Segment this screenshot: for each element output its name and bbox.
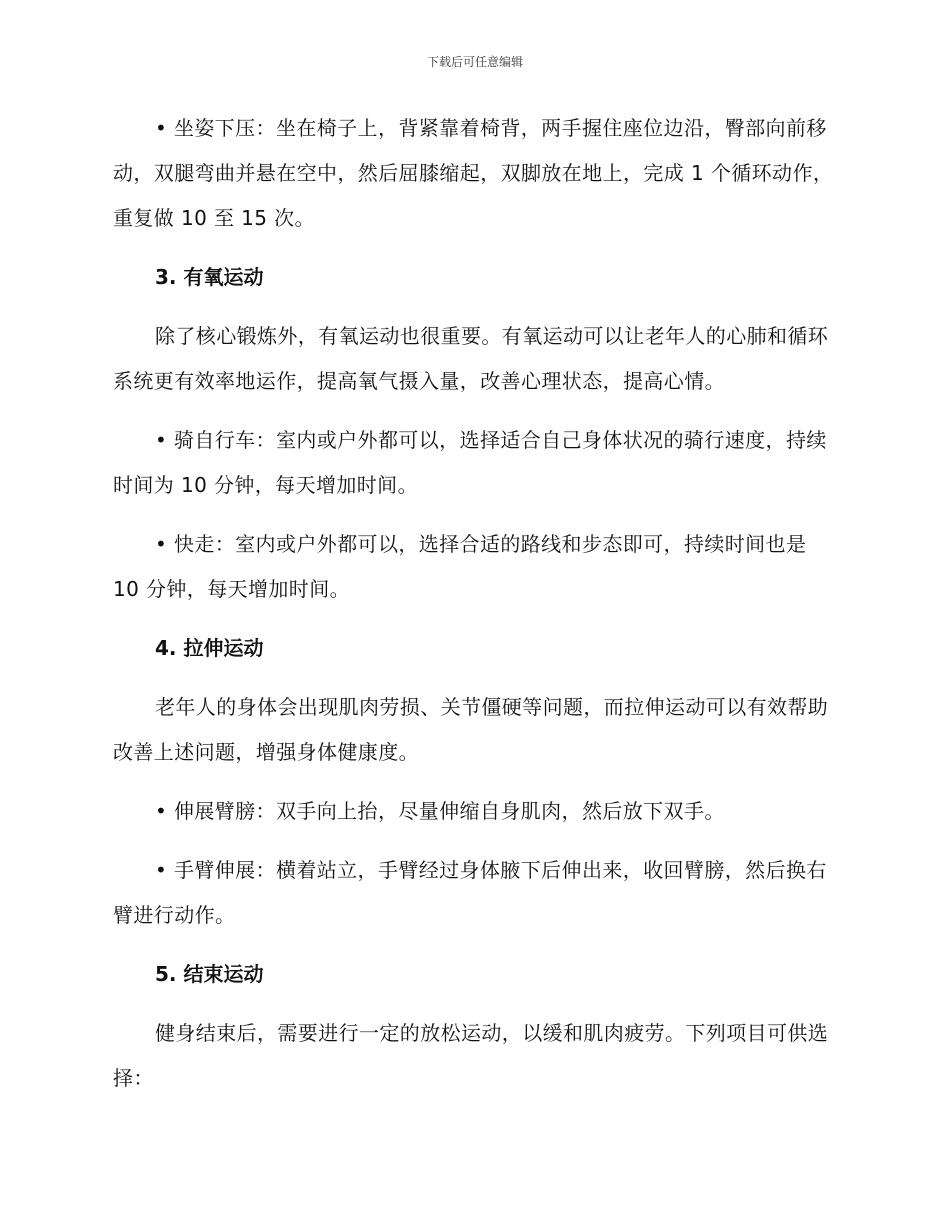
paragraph-aerobic-intro: 除了核心锻炼外，有氧运动也很重要。有氧运动可以让老年人的心肺和循环系统更有效率地运作，提高氧气摄入量，改善心理状态，提高心情。 <box>113 324 829 393</box>
heading-cool-down: 5. 结束运动 <box>155 962 264 986</box>
paragraph-stretching-intro: 老年人的身体会出现肌肉劳损、关节僵硬等问题，而拉伸运动可以有效帮助改善上述问题，增强身体健康度。 <box>113 695 829 764</box>
heading-aerobic-exercise: 3. 有氧运动 <box>155 265 264 289</box>
paragraph-cool-down-intro: 健身结束后，需要进行一定的放松运动，以缓和肌肉疲劳。下列项目可供选择： <box>113 1021 829 1090</box>
heading-stretching: 4. 拉伸运动 <box>155 636 264 660</box>
paragraph-cycling: • 骑自行车：室内或户外都可以，选择适合自己身体状况的骑行速度，持续时间为 10 分钟，每天增加时间。 <box>113 428 827 497</box>
paragraph-arm-stretch: • 手臂伸展：横着站立，手臂经过身体腋下后伸出来，收回臂膀，然后换右臂进行动作。 <box>113 858 827 927</box>
paragraph-arm-extension: • 伸展臂膀：双手向上抬，尽量伸缩自身肌肉，然后放下双手。 <box>155 799 725 823</box>
paragraph-brisk-walk: • 快走：室内或户外都可以，选择合适的路线和步态即可，持续时间也是 10 分钟，每天增加时间。 <box>113 532 807 601</box>
paragraph-seated-press: • 坐姿下压：坐在椅子上，背紧靠着椅背，两手握住座位边沿，臀部向前移动，双腿弯曲并悬在空中，然后屈膝缩起，双脚放在地上，完成 1 个循环动作，重复做 10 至 15 次。 <box>113 116 834 230</box>
page-header: 下载后可任意编辑 <box>426 55 523 69</box>
document-body <box>113 106 838 1115</box>
